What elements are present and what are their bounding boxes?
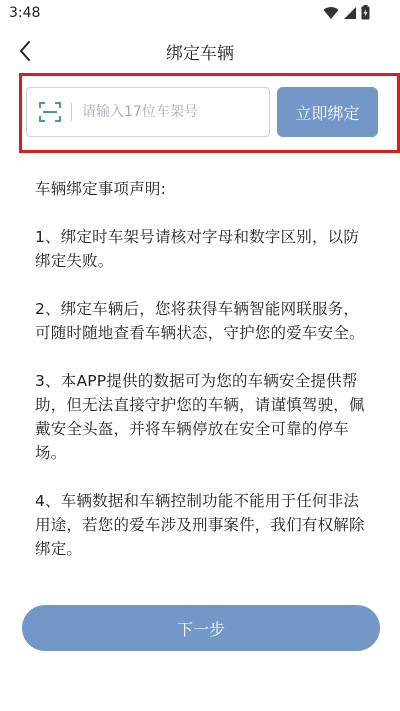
notice-item: 1、绑定时车架号请核对字母和数字区别，以防绑定失败。 <box>35 228 360 270</box>
notice-section <box>35 177 365 585</box>
nav-bar <box>0 28 400 74</box>
bind-now-button[interactable]: 立即绑定 <box>277 87 378 137</box>
notice-heading: 车辆绑定事项声明: <box>35 180 167 198</box>
input-divider <box>71 103 72 121</box>
page-title: 绑定车辆 <box>166 44 234 64</box>
status-time: 3:48 <box>9 5 41 21</box>
scan-icon[interactable] <box>38 100 62 124</box>
vin-input[interactable] <box>82 104 269 120</box>
notice-item: 3、本APP提供的数据可为您的车辆安全提供帮助，但无法直接守护您的车辆，请谨慎驾驶，佩戴安全头盔，并将车辆停放在安全可靠的停车场。 <box>35 372 365 462</box>
signal-icon <box>343 6 357 20</box>
status-icons <box>323 5 370 20</box>
next-step-button[interactable]: 下一步 <box>22 605 380 651</box>
vin-input-box[interactable] <box>26 87 270 137</box>
notice-item: 4、车辆数据和车辆控制功能不能用于任何非法用途，若您的爱车涉及刑事案件，我们有权解除绑定。 <box>35 492 365 558</box>
wifi-icon <box>323 6 339 20</box>
notice-item: 2、绑定车辆后，您将获得车辆智能网联服务，可随时随地查看车辆状态，守护您的爱车安全。 <box>35 300 365 342</box>
status-bar <box>0 0 400 28</box>
battery-icon <box>361 5 370 20</box>
